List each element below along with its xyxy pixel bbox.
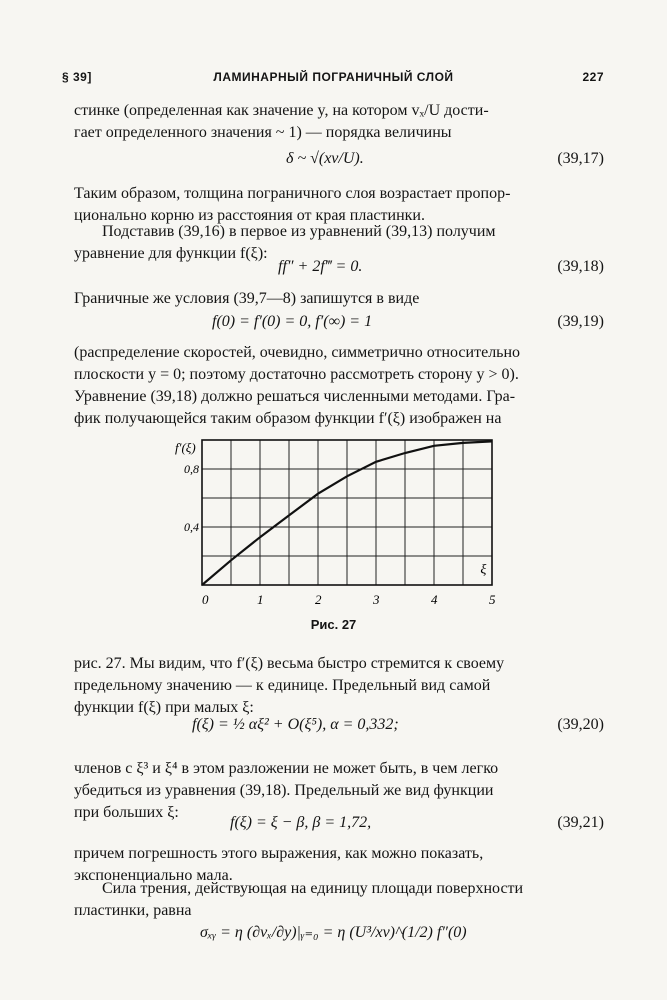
x-tick-label: 3 [373,592,380,607]
equation-number: (39,19) [557,313,604,330]
equation-39-17 [74,150,604,174]
equation-formula: f(ξ) = ξ − β, β = 1,72, [230,814,372,831]
page-number: 227 [582,70,604,84]
text-line: рис. 27. Мы видим, что f′(ξ) весьма быстро стремится к своему [74,655,505,672]
paragraph [74,878,604,922]
paragraph [74,288,604,310]
equation-formula: σₓᵧ = η (∂vₓ/∂y)|ᵧ₌₀ = η (U³/xν)^(1/2) f″(0) [200,924,467,941]
text-line: Граничные же условия (39,7—8) запишутся в виде [74,290,420,307]
figure-27-chart [170,432,510,610]
y-tick-label: 0,8 [184,462,199,476]
text-line: Таким образом, толщина пограничного слоя возрастает пропор- [74,185,511,202]
text-line: ционально корню из расстояния от края пластинки. [74,207,425,224]
x-axis-label: ξ [480,562,487,578]
text-line: Уравнение (39,18) должно решаться численными методами. Гра- [74,388,516,405]
equation-39-21 [74,814,604,838]
text-line: фик получающейся таким образом функции f′(ξ) изображен на [74,410,502,427]
y-tick-label: 0,4 [184,520,199,534]
text-line: гает определенного значения ~ 1) — порядка величины [74,124,452,141]
equation-number: (39,21) [557,814,604,831]
equation-formula: ff″ + 2f‴ = 0. [278,258,363,275]
x-tick-label: 1 [257,592,264,607]
paragraph [74,653,604,719]
text-line: причем погрешность этого выражения, как можно показать, [74,845,484,862]
equation-formula: δ ~ √(xν/U). [286,150,364,167]
text-line: Сила трения, действующая на единицу площади поверхности [102,880,524,897]
section-marker: § 39] [62,70,92,84]
equation-formula: f(0) = f′(0) = 0, f′(∞) = 1 [212,313,373,330]
equation-39-18 [74,258,604,282]
y-axis-label: f′(ξ) [175,440,196,455]
paragraph-continuation [74,100,604,144]
text-line: уравнение для функции f(ξ): [74,245,268,262]
text-line: плоскости y = 0; поэтому достаточно рассмотреть сторону y > 0). [74,366,519,383]
equation-39-19 [74,313,604,337]
equation-friction [74,922,604,946]
x-tick-label: 4 [431,592,438,607]
text-line: убедиться из уравнения (39,18). Предельный же вид функции [74,782,494,799]
paragraph [74,342,604,430]
equation-number: (39,20) [557,716,604,733]
running-title: ЛАМИНАРНЫЙ ПОГРАНИЧНЫЙ СЛОЙ [213,70,454,84]
text-line: стинке (определенная как значение y, на котором vₓ/U дости- [74,102,489,119]
equation-formula: f(ξ) = ½ αξ² + O(ξ⁵), α = 0,332; [192,716,399,733]
equation-number: (39,17) [557,150,604,167]
x-tick-label: 5 [489,592,496,607]
equation-39-20 [74,716,604,740]
text-line: функции f(ξ) при малых ξ: [74,699,254,716]
text-line: Подставив (39,16) в первое из уравнений (39,13) получим [102,223,496,240]
figure-caption: Рис. 27 [310,617,357,632]
text-line: при больших ξ: [74,804,179,821]
equation-number: (39,18) [557,258,604,275]
text-line: экспоненциально мала. [74,867,233,884]
text-line: (распределение скоростей, очевидно, симметрично относительно [74,344,521,361]
text-line: членов с ξ³ и ξ⁴ в этом разложении не может быть, в чем легко [74,760,499,777]
text-line: предельному значению — к единице. Предельный вид самой [74,677,491,694]
x-tick-label: 2 [315,592,322,607]
x-tick-label: 0 [202,592,209,607]
text-line: пластинки, равна [74,902,192,919]
